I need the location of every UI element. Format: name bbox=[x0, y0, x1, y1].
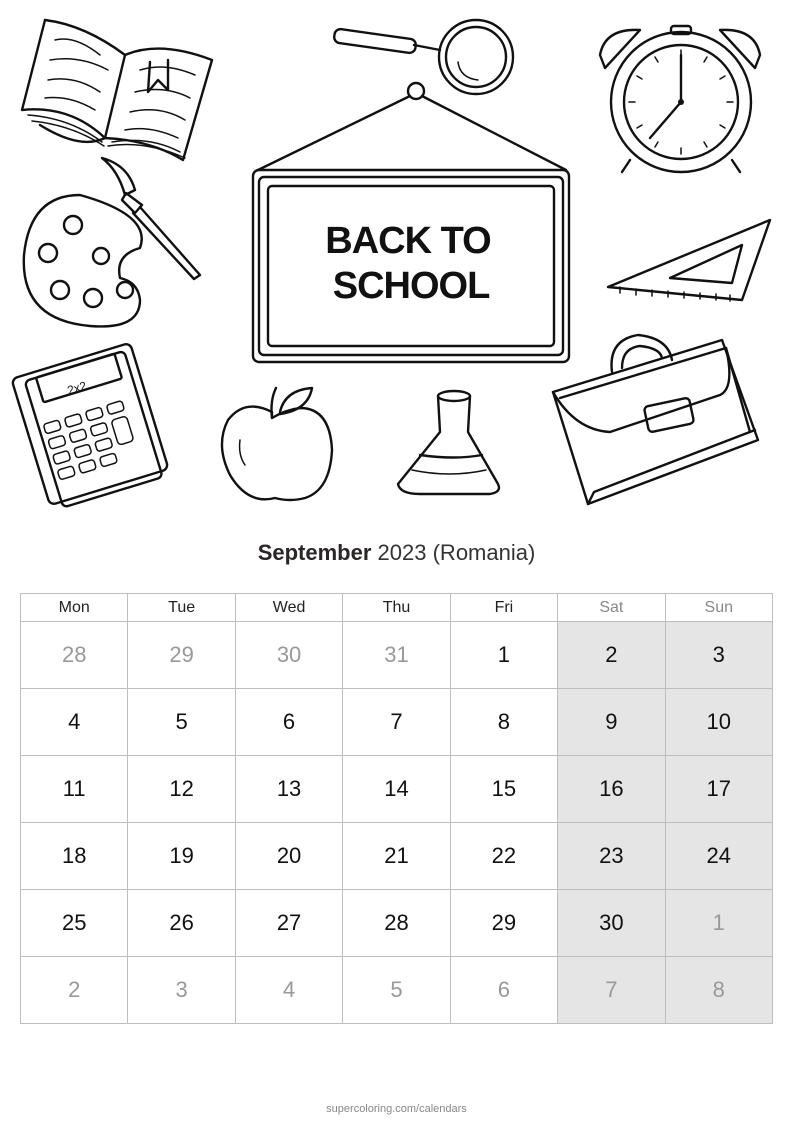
day-cell: 16 bbox=[558, 756, 665, 823]
day-cell: 5 bbox=[128, 689, 235, 756]
triangle-ruler-icon bbox=[608, 220, 770, 301]
apple-icon bbox=[222, 388, 332, 500]
open-book-icon bbox=[22, 20, 212, 160]
day-cell: 4 bbox=[235, 957, 342, 1024]
day-cell: 13 bbox=[235, 756, 342, 823]
day-cell: 10 bbox=[665, 689, 772, 756]
weekday-header: Sat bbox=[558, 594, 665, 622]
day-cell: 1 bbox=[665, 890, 772, 957]
calendar-title bbox=[0, 540, 793, 566]
weeks-body bbox=[21, 622, 773, 1024]
day-cell: 31 bbox=[343, 622, 450, 689]
weekday-header: Wed bbox=[235, 594, 342, 622]
day-cell: 17 bbox=[665, 756, 772, 823]
day-cell: 28 bbox=[343, 890, 450, 957]
day-cell: 30 bbox=[235, 622, 342, 689]
week-row bbox=[21, 957, 773, 1024]
day-cell: 5 bbox=[343, 957, 450, 1024]
week-row bbox=[21, 890, 773, 957]
month-name: September bbox=[257, 540, 372, 565]
coloring-illustration bbox=[0, 0, 793, 520]
day-cell: 27 bbox=[235, 890, 342, 957]
weekday-header-row bbox=[21, 594, 773, 622]
day-cell: 19 bbox=[128, 823, 235, 890]
day-cell: 7 bbox=[558, 957, 665, 1024]
week-row bbox=[21, 689, 773, 756]
day-cell: 8 bbox=[450, 689, 557, 756]
day-cell: 6 bbox=[450, 957, 557, 1024]
week-row bbox=[21, 823, 773, 890]
weekday-header: Mon bbox=[21, 594, 128, 622]
day-cell: 29 bbox=[450, 890, 557, 957]
weekday-header: Tue bbox=[128, 594, 235, 622]
day-cell: 29 bbox=[128, 622, 235, 689]
paint-palette-icon bbox=[24, 195, 142, 326]
day-cell: 12 bbox=[128, 756, 235, 823]
day-cell: 6 bbox=[235, 689, 342, 756]
month-grid bbox=[20, 593, 773, 1024]
weekday-header: Fri bbox=[450, 594, 557, 622]
day-cell: 15 bbox=[450, 756, 557, 823]
day-cell: 30 bbox=[558, 890, 665, 957]
day-cell: 20 bbox=[235, 823, 342, 890]
calculator-icon bbox=[11, 343, 168, 508]
day-cell: 26 bbox=[128, 890, 235, 957]
day-cell: 23 bbox=[558, 823, 665, 890]
day-cell: 4 bbox=[21, 689, 128, 756]
day-cell: 1 bbox=[450, 622, 557, 689]
magnifying-glass-icon bbox=[333, 20, 513, 94]
week-row bbox=[21, 756, 773, 823]
day-cell: 3 bbox=[665, 622, 772, 689]
calculator-display: 2x2 bbox=[65, 378, 89, 398]
region: (Romania) bbox=[432, 540, 536, 565]
briefcase-icon bbox=[553, 335, 758, 504]
paintbrush-icon bbox=[102, 158, 200, 279]
day-cell: 25 bbox=[21, 890, 128, 957]
week-row bbox=[21, 622, 773, 689]
day-cell: 9 bbox=[558, 689, 665, 756]
sign-text-line1: BACK TO bbox=[325, 220, 491, 262]
weekday-header: Sun bbox=[665, 594, 772, 622]
day-cell: 18 bbox=[21, 823, 128, 890]
day-cell: 11 bbox=[21, 756, 128, 823]
sign-text-line2: SCHOOL bbox=[332, 265, 490, 307]
day-cell: 28 bbox=[21, 622, 128, 689]
day-cell: 24 bbox=[665, 823, 772, 890]
day-cell: 2 bbox=[21, 957, 128, 1024]
back-to-school-sign bbox=[253, 83, 569, 362]
alarm-clock-icon bbox=[600, 26, 760, 172]
day-cell: 2 bbox=[558, 622, 665, 689]
year: 2023 bbox=[377, 540, 427, 565]
lab-flask-icon bbox=[398, 391, 499, 494]
day-cell: 7 bbox=[343, 689, 450, 756]
day-cell: 8 bbox=[665, 957, 772, 1024]
day-cell: 3 bbox=[128, 957, 235, 1024]
day-cell: 22 bbox=[450, 823, 557, 890]
weekday-header: Thu bbox=[343, 594, 450, 622]
day-cell: 21 bbox=[343, 823, 450, 890]
footer-credit: supercoloring.com/calendars bbox=[326, 1103, 467, 1115]
day-cell: 14 bbox=[343, 756, 450, 823]
